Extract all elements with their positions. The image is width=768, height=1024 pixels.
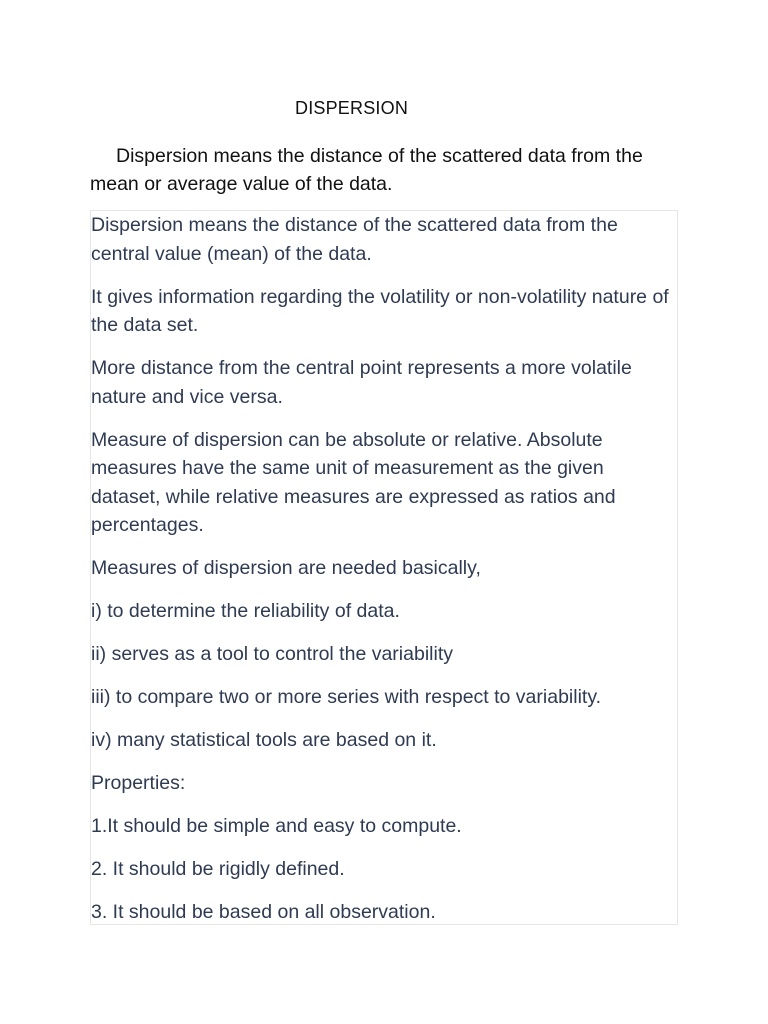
box-paragraph-absolute-relative: Measure of dispersion can be absolute or relative. Absolute measures have the same unit of measurement as the given dataset, while relative measures are expressed as ratios and percentages. xyxy=(91,428,616,536)
list-item-need-1: i) to determine the reliability of data. xyxy=(91,600,400,622)
list-item-property-2: 2. It should be rigidly defined. xyxy=(91,858,345,880)
list-item-need-2: ii) serves as a tool to control the variability xyxy=(91,643,453,665)
box-paragraph-definition: Dispersion means the distance of the scattered data from the central value (mean) of the data. xyxy=(91,214,618,265)
box-paragraph-distance: More distance from the central point represents a more volatile nature and vice versa. xyxy=(91,357,632,408)
list-item-need-3: iii) to compare two or more series with respect to variability. xyxy=(91,686,602,708)
page-title: DISPERSION xyxy=(295,98,409,118)
list-item-property-3: 3. It should be based on all observation. xyxy=(91,901,436,923)
list-item-need-4: iv) many statistical tools are based on it. xyxy=(91,729,437,751)
intro-paragraph: Dispersion means the distance of the scattered data from the mean or average value of the data. xyxy=(90,145,643,195)
box-paragraph-needs-intro: Measures of dispersion are needed basically, xyxy=(91,557,481,579)
box-paragraph-volatility: It gives information regarding the volatility or non-volatility nature of the data set. xyxy=(91,285,669,336)
content-box xyxy=(90,210,678,925)
list-item-property-1: 1.It should be simple and easy to compute. xyxy=(91,815,462,837)
properties-heading: Properties: xyxy=(91,772,186,794)
